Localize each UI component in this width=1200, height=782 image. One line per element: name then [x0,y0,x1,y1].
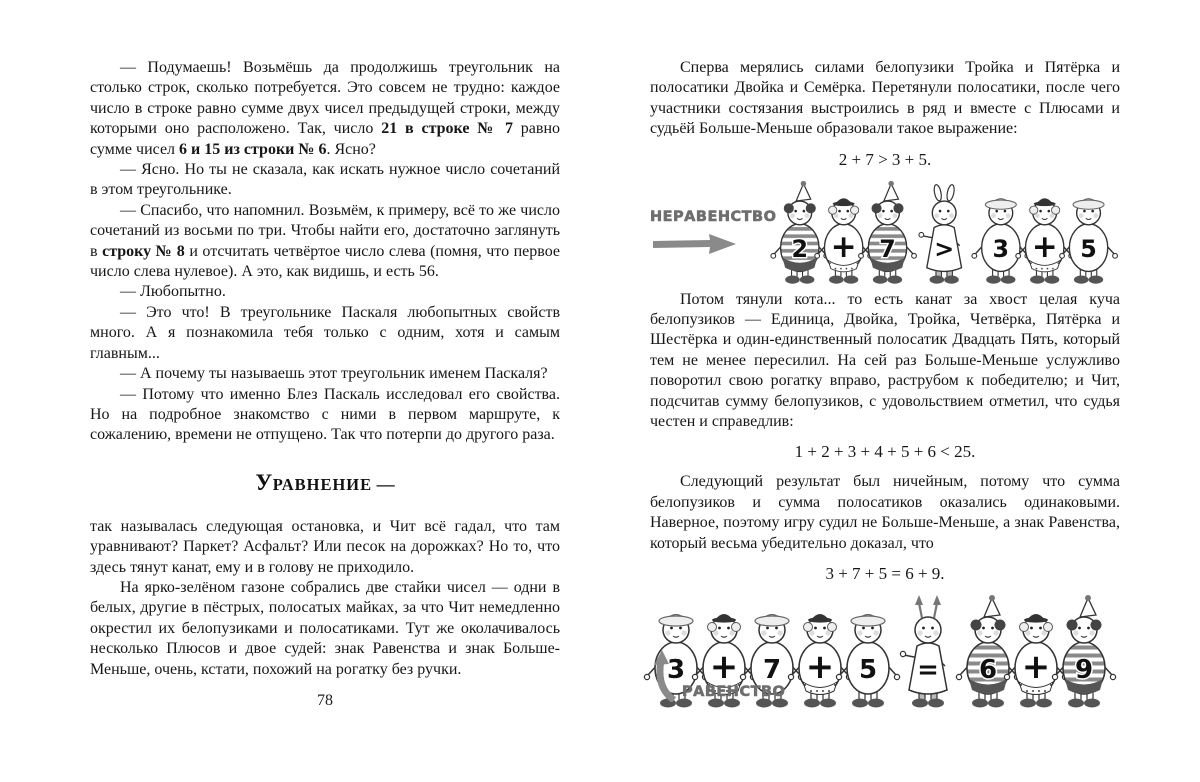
text-run: Сперва мерялись силами белопузики Тройка и Пятёрка и полосатики Двойка и Семёрка. Перетянули полосатики, после чего участники состязания выстроились в ряд и вместе с Плюсами и судьёй Больше-Меньше образовали такое выражение: [650,59,1120,138]
text-run: так называлась следующая остановка, и Чит всё гадал, что там уравнивают? Паркет? Асфальт? Или песок на дорожках? Но то, что здесь тянут канат, ему и в голову не приходило. [90,517,560,576]
paragraph [90,58,560,160]
character-9 [1052,595,1115,708]
svg-text:+: + [830,228,857,265]
svg-text:+: + [1021,647,1051,688]
bold-text: 21 в строке № 7 [381,120,513,138]
page-number: 78 [317,691,333,709]
svg-text:=: = [917,655,939,686]
character-> [919,184,962,284]
svg-text:6: 6 [978,655,998,686]
svg-text:+: + [709,647,739,688]
equality-caption [652,650,785,702]
svg-text:3: 3 [666,655,686,686]
paragraph [90,160,560,201]
character-7 [859,181,917,284]
text-run: — Ясно. Но ты не сказала, как искать нужное число сочетаний в этом треугольнике. [90,161,560,199]
inequality-figures [772,180,1120,286]
character-5 [1060,198,1118,283]
svg-text:5: 5 [858,655,878,686]
paragraph [90,364,560,384]
equation-less-than: 1 + 2 + 3 + 4 + 5 + 6 < 25. [794,442,976,462]
paragraph [90,201,560,283]
svg-text:>: > [934,234,955,263]
equation-equality: 3 + 7 + 5 = 6 + 9. [825,564,945,584]
svg-text:5: 5 [1080,234,1097,263]
svg-text:7: 7 [762,655,782,686]
svg-text:7: 7 [879,234,896,263]
equality-label: РАВЕНСТВО [682,684,786,701]
character-+ [788,614,851,708]
text-run: — Потому что именно Блез Паскаль исследовал его свойства. Но на подробное знакомство с ними в первом маршруте, к сожалению, времени не отпущено. Так что потерпи до другого раза. [90,385,560,444]
bold-text: 6 и 15 из строки № 6 [179,140,327,158]
bold-text: строку № 8 [102,242,185,260]
section-heading [90,470,560,497]
character-5 [836,615,899,708]
character-6 [956,595,1019,708]
character-2 [771,181,829,284]
right-page [650,58,1120,710]
text-run: и отсчитать четвёртое число слева (помня, что первое число слева нулевое). А это, как видишь, и есть 56. [90,242,561,281]
left-page [90,58,560,710]
illustration-inequality [650,180,1120,286]
paragraph [650,58,1120,140]
svg-text:+: + [1031,228,1058,265]
character-+ [1016,198,1074,283]
paragraph [90,578,560,680]
paragraph [90,385,560,446]
text-run: Потом тянули кота... то есть канат за хвост целая куча белопузиков — Единица, Двойка, Тройка, Четвёрка, Пятёрка и Шестёрка и один-единственный полосатик Двадцать Пять, который тем не менее пересилил. На сей раз Больше-Меньше услужливо поворотил свою рогатку вправо, раструбом к победителю; и Чит, подсчитав сумму белопузиков, с удовольствием отметил, что судья честен и справедлив: [650,290,1120,431]
text-run: — Подумаешь! Возьмёшь да продолжишь треугольник на столько строк, сколько потребуется. Это совсем не трудно: каждое число в строке равно сумме двух чисел предыдущей строки, между которыми оно расположено. Так, число [90,59,560,138]
text-run: — Спасибо, что напомнил. Возьмём, к примеру, всё то же число сочетаний из восьми по три. Чтобы найти его, достаточно заглянуть в [90,201,560,260]
paragraph [650,290,1120,433]
equation-inequality: 2 + 7 > 3 + 5. [838,149,932,169]
text-run: равно сумме чисел [90,120,561,158]
paragraph [90,517,560,578]
illustration-equality [650,594,1120,710]
text-run: — Это что! В треугольнике Паскаля любопытных свойств много. А я познакомила тебя только с одним, хотя и самым главным... [90,303,560,362]
paragraph [650,472,1120,554]
inequality-label: НЕРАВЕНСТВО [650,208,777,225]
paragraph [90,282,560,302]
character-+ [1004,614,1067,708]
text-run: . Ясно? [326,140,376,158]
svg-text:2: 2 [791,234,809,263]
svg-text:9: 9 [1074,655,1094,686]
character-+ [815,198,873,283]
paragraph [90,303,560,364]
character-= [900,595,947,708]
heading-dash: — [372,473,395,494]
text-run: На ярко-зелёном газоне собрались две стайки чисел — одни в белых, другие в пёстрых, полосатых майках, за что Чит немедленно окрестил их белопузиками и полосатиками. Тут же околачивалось несколько Плюсов и двое судей: знак Равенства и знак Больше-Меньше, очень, кстати, похожий на рогатку без ручки. [90,578,560,678]
text-run: — А почему ты называешь этот треугольник именем Паскаля? [120,365,548,383]
text-run: Следующий результат был ничейным, потому что сумма белопузиков и сумма полосатиков оказались одинаковыми. Наверное, поэтому игру судил не Больше-Меньше, а знак Равенства, который весьма убедительно доказал, что [650,473,1120,552]
text-run: — Любопытно. [120,283,226,301]
svg-text:3: 3 [992,234,1010,263]
right-arrow-icon [650,231,738,257]
inequality-caption [650,208,777,257]
heading-initial: У [255,469,273,495]
svg-text:+: + [805,647,835,688]
character-3 [972,198,1030,283]
heading-rest: РАВНЕНИЕ [272,474,373,494]
curved-arrow-icon [652,650,678,702]
